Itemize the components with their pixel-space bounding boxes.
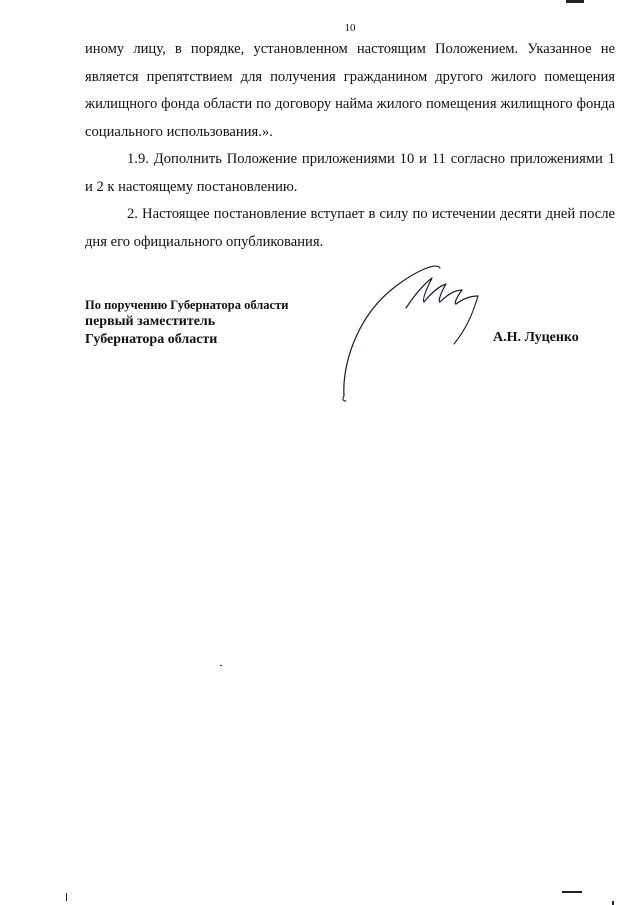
signatory-position: первый заместитель xyxy=(85,314,216,329)
handwritten-signature xyxy=(336,256,496,406)
scan-artifact xyxy=(562,891,582,893)
signatory-authority: По поручению Губернатора области xyxy=(85,298,289,312)
scan-artifact xyxy=(612,901,614,905)
document-body xyxy=(85,36,615,256)
signatory-position-cont: Губернатора области xyxy=(85,332,218,347)
scan-artifact xyxy=(220,665,222,666)
paragraph-1-9: 1.9. Дополнить Положение приложениями 10 и 11 согласно приложениями 1 и 2 к настоящему постановлению. xyxy=(85,151,615,195)
signatory-name: А.Н. Луценко xyxy=(493,330,579,345)
page-number: 10 xyxy=(344,22,356,34)
scan-artifact xyxy=(566,0,584,3)
paragraph-continuation: иному лицу, в порядке, установленном настоящим Положением. Указанное не является препятствием для получения гражданином другого жилого помещения жилищного фонда области по договору найма жилого помещения жилищного фонда социального использования.». xyxy=(85,41,615,140)
paragraph-2: 2. Настоящее постановление вступает в силу по истечении десяти дней после дня его официального опубликования. xyxy=(85,206,615,250)
scan-artifact xyxy=(66,893,67,901)
